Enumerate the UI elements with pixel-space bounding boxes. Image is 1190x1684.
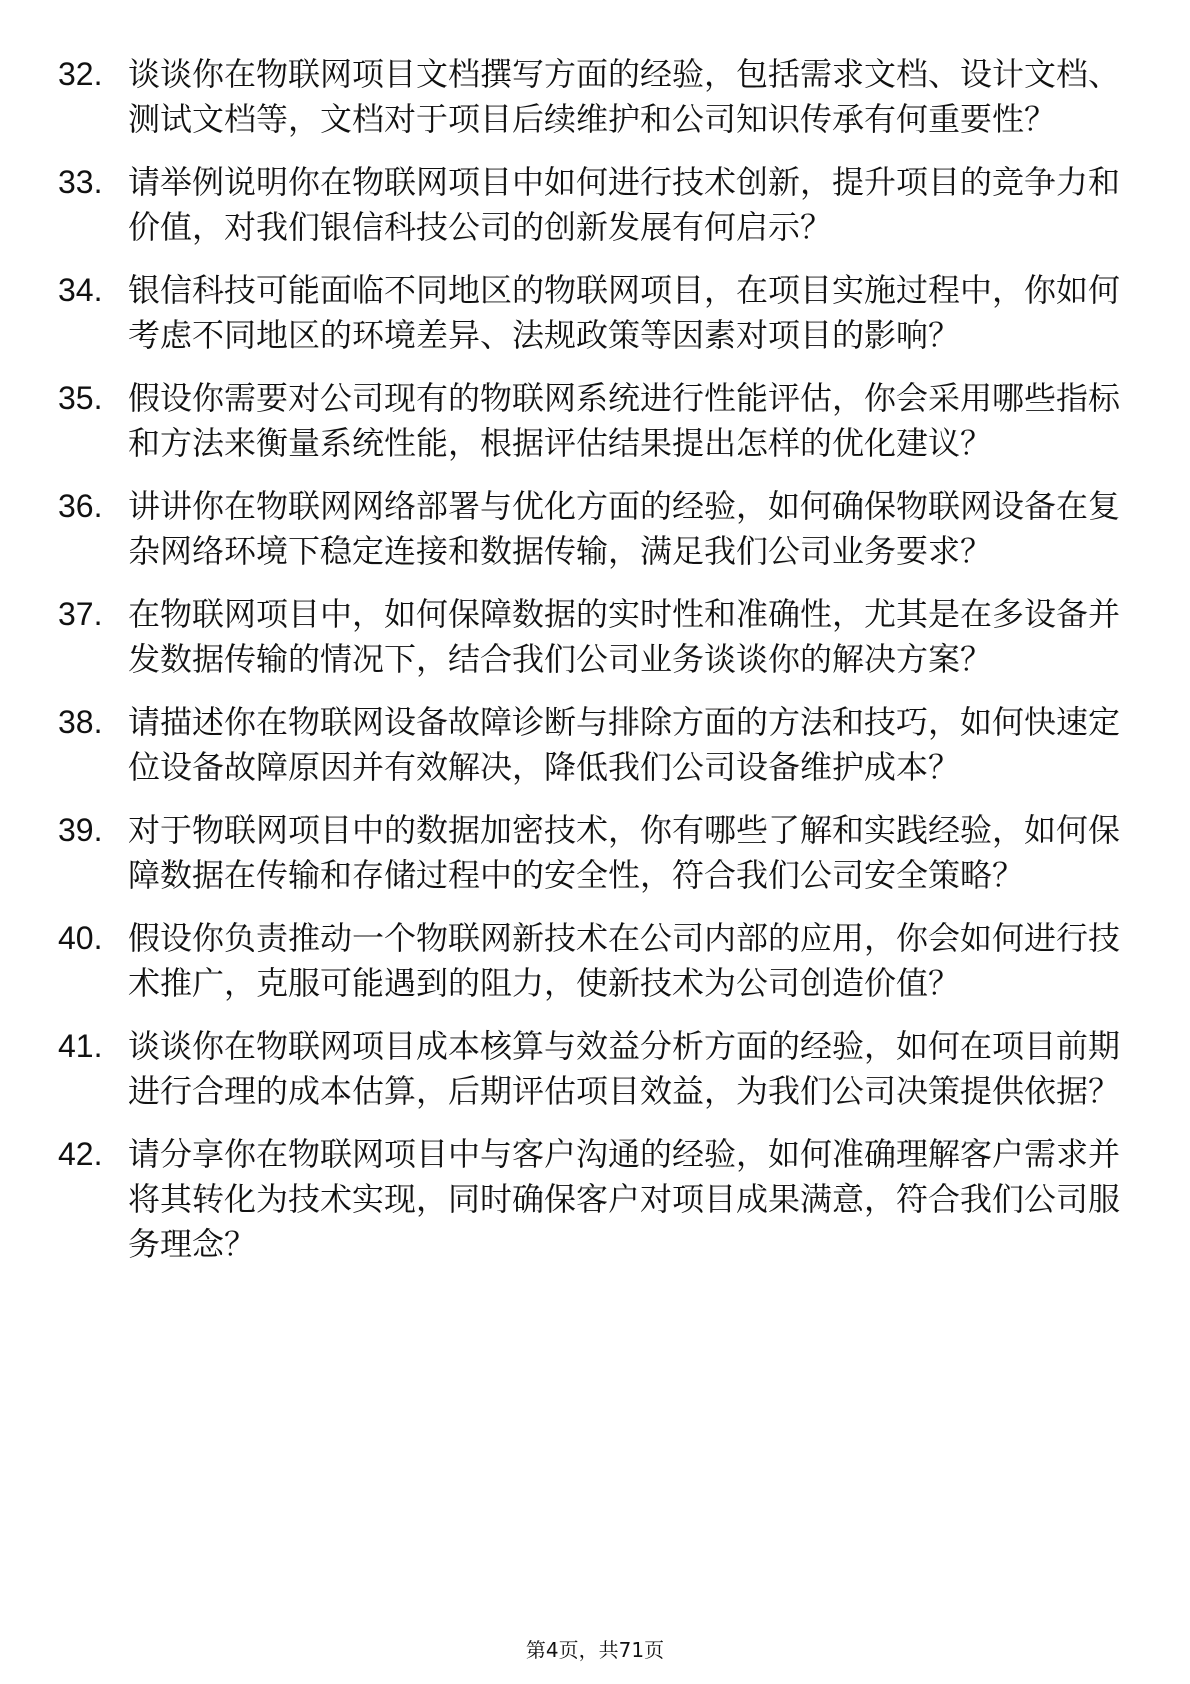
question-number: 40.: [58, 920, 103, 956]
question-number: 39.: [58, 812, 103, 848]
question-text: 请分享你在物联网项目中与客户沟通的经验，如何准确理解客户需求并将其转化为技术实现，同时确保客户对项目成果满意，符合我们公司服务理念？: [128, 1135, 1121, 1263]
question-number: 36.: [58, 488, 103, 524]
question-list: [58, 52, 1138, 1285]
question-number: 41.: [58, 1028, 103, 1064]
question-item: [58, 52, 1138, 142]
question-text: 请描述你在物联网设备故障诊断与排除方面的方法和技巧，如何快速定位设备故障原因并有效解决，降低我们公司设备维护成本？: [128, 703, 1121, 786]
page-number: 第4页，共71页: [525, 1638, 665, 1662]
question-number: 32.: [58, 56, 103, 92]
question-text: 谈谈你在物联网项目成本核算与效益分析方面的经验，如何在项目前期进行合理的成本估算，后期评估项目效益，为我们公司决策提供依据？: [128, 1027, 1121, 1110]
question-number: 42.: [58, 1136, 103, 1172]
question-number: 34.: [58, 272, 103, 308]
question-text: 请举例说明你在物联网项目中如何进行技术创新，提升项目的竞争力和价值，对我们银信科技公司的创新发展有何启示？: [128, 163, 1121, 246]
question-text: 假设你需要对公司现有的物联网系统进行性能评估，你会采用哪些指标和方法来衡量系统性能，根据评估结果提出怎样的优化建议？: [128, 379, 1121, 462]
question-item: [58, 916, 1138, 1006]
question-item: [58, 808, 1138, 898]
question-item: [58, 700, 1138, 790]
question-item: [58, 160, 1138, 250]
question-text: 讲讲你在物联网网络部署与优化方面的经验，如何确保物联网设备在复杂网络环境下稳定连接和数据传输，满足我们公司业务要求？: [128, 487, 1121, 570]
question-item: [58, 1132, 1138, 1267]
question-item: [58, 376, 1138, 466]
question-text: 在物联网项目中，如何保障数据的实时性和准确性，尤其是在多设备并发数据传输的情况下，结合我们公司业务谈谈你的解决方案？: [128, 595, 1121, 678]
question-item: [58, 268, 1138, 358]
question-text: 谈谈你在物联网项目文档撰写方面的经验，包括需求文档、设计文档、测试文档等，文档对于项目后续维护和公司知识传承有何重要性？: [128, 55, 1121, 138]
question-text: 假设你负责推动一个物联网新技术在公司内部的应用，你会如何进行技术推广，克服可能遇到的阻力，使新技术为公司创造价值？: [128, 919, 1121, 1002]
question-number: 33.: [58, 164, 103, 200]
question-number: 37.: [58, 596, 103, 632]
question-text: 对于物联网项目中的数据加密技术，你有哪些了解和实践经验，如何保障数据在传输和存储过程中的安全性，符合我们公司安全策略？: [128, 811, 1121, 894]
question-number: 35.: [58, 380, 103, 416]
question-text: 银信科技可能面临不同地区的物联网项目，在项目实施过程中，你如何考虑不同地区的环境差异、法规政策等因素对项目的影响？: [128, 271, 1121, 354]
question-item: [58, 592, 1138, 682]
question-item: [58, 484, 1138, 574]
question-item: [58, 1024, 1138, 1114]
question-number: 38.: [58, 704, 103, 740]
